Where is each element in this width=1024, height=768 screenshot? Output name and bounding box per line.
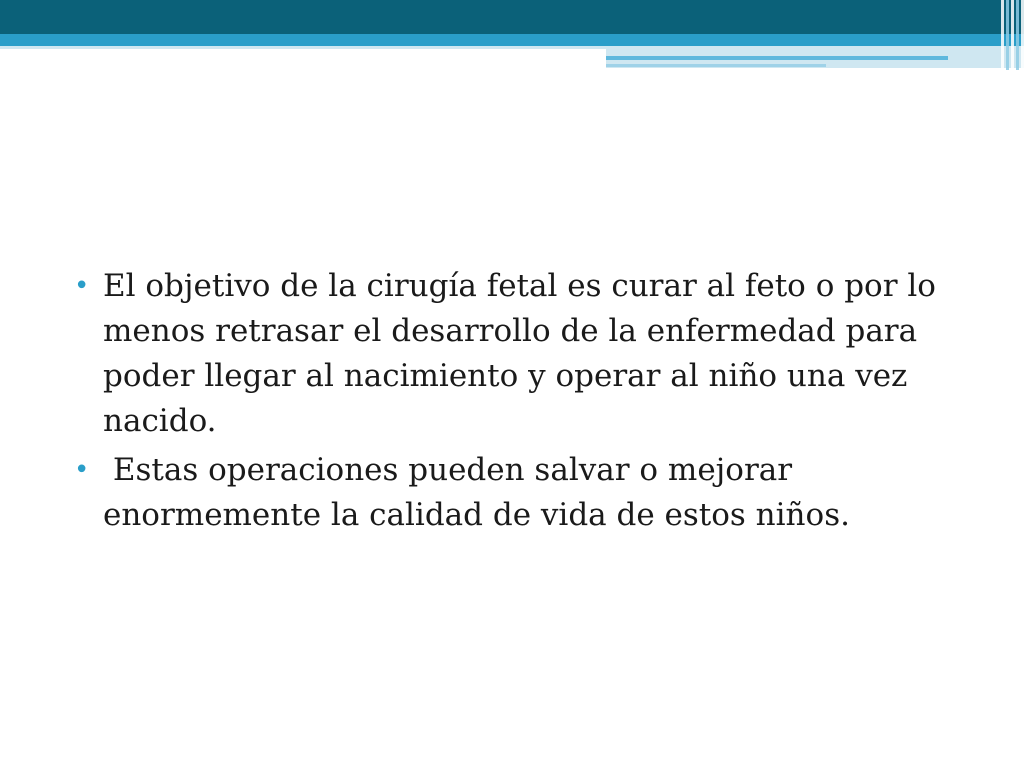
bullet-item — [72, 448, 952, 538]
header-stripe-secondary — [606, 64, 826, 67]
bullet-list — [72, 264, 952, 538]
bullet-text: Estas operaciones pueden salvar o mejorar enormemente la calidad de vida de estos niños. — [103, 452, 850, 533]
header-stripe — [606, 56, 948, 60]
header-band-dark — [0, 0, 1024, 34]
vertical-line — [1006, 0, 1009, 70]
vertical-line — [1016, 0, 1019, 70]
header-vertical-lines — [996, 0, 1024, 70]
bullet-text: El objetivo de la cirugía fetal es curar al feto o por lo menos retrasar el desarrollo de la enfermedad para poder llegar al nacimiento y operar al niño una vez nacido. — [103, 268, 936, 439]
vertical-line — [1001, 0, 1004, 70]
vertical-line — [1011, 0, 1014, 70]
bullet-item — [72, 264, 952, 444]
header-band-light — [0, 46, 606, 49]
header-band-accent — [0, 34, 1024, 46]
slide-body — [72, 264, 952, 542]
bullet-icon: • — [74, 271, 90, 301]
bullet-icon: • — [74, 455, 90, 485]
